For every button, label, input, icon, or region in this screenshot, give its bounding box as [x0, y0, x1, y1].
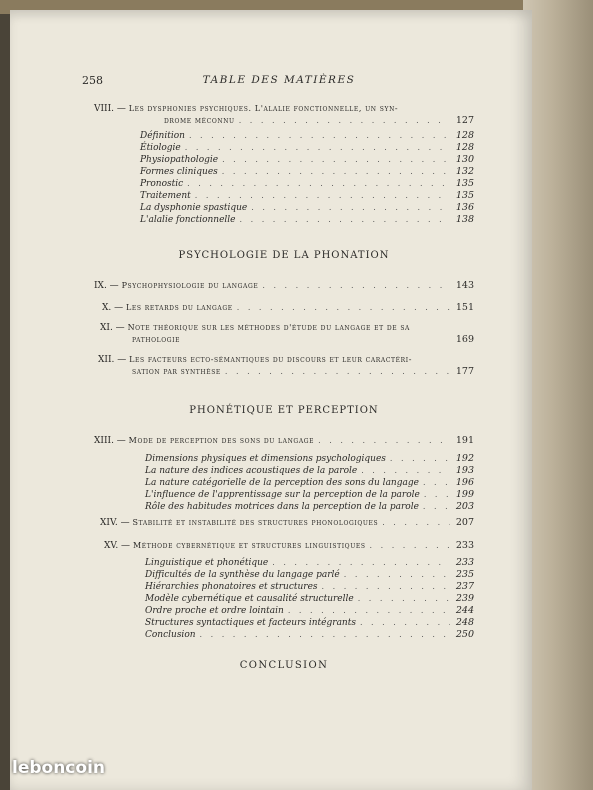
toc-subsection: [140, 178, 474, 190]
section-heading-2: PHONÉTIQUE ET PERCEPTION: [189, 405, 379, 416]
chapter-page: 151: [455, 302, 474, 313]
subsection-page: 250: [455, 629, 474, 640]
subsection-page: 138: [455, 214, 474, 225]
toc-subsection: [145, 593, 474, 605]
subsection-title: Difficultés de la synthèse du langage parlé: [145, 570, 340, 580]
toc-subsection: [145, 605, 474, 617]
subsection-title: L'influence de l'apprentissage sur la perception de la parole: [145, 490, 420, 500]
chapter-title-line2: drome méconnu: [164, 116, 235, 125]
toc-chapter-10: [94, 302, 474, 314]
toc-subsection: [140, 190, 474, 202]
subsection-page: 233: [455, 557, 474, 568]
toc-chapter-12: [94, 354, 474, 378]
subsection-title: Hiérarchies phonatoires et structures: [145, 582, 318, 592]
subsection-title: L'alalie fonctionnelle: [140, 215, 236, 225]
subsection-title: Dimensions physiques et dimensions psychologiques: [145, 454, 386, 464]
subsection-title: Définition: [140, 131, 185, 141]
toc-subsection: [145, 501, 474, 513]
subsection-page: 239: [455, 593, 474, 604]
subsection-title: La nature des indices acoustiques de la parole: [145, 466, 358, 476]
subsection-page: 132: [455, 166, 474, 177]
chapter-title: Méthode cybernétique et structures linguistiques: [132, 541, 366, 550]
chapter-number: XV. —: [104, 541, 131, 551]
toc-chapter-14: [94, 517, 474, 529]
subsection-title: Formes cliniques: [140, 167, 218, 177]
book-page-edges: [523, 0, 593, 790]
chapter-number: XI. —: [100, 323, 125, 333]
chapter-page: 143: [455, 280, 474, 291]
toc-chapter-11: [94, 322, 474, 346]
toc-subsection: [145, 617, 474, 629]
chapter-number: VIII. —: [94, 104, 126, 114]
subsection-title: Traitement: [140, 191, 191, 201]
subsection-page: 128: [455, 142, 474, 153]
subsection-title: Physiopathologie: [140, 155, 219, 165]
chapter-title: Stabilité et instabilité des structures phonologiques: [132, 518, 379, 527]
toc-subsection: [145, 453, 474, 465]
toc-subsection: [140, 154, 474, 166]
toc-subsection: [140, 214, 474, 226]
chapter-page: 233: [455, 540, 474, 551]
subsection-page: 196: [455, 477, 474, 488]
chapter-number: IX. —: [94, 281, 119, 291]
chapter-page: 169: [455, 334, 474, 345]
toc-chapter-9: [94, 280, 474, 292]
subsection-page: 199: [455, 489, 474, 500]
conclusion-heading: CONCLUSION: [239, 660, 329, 671]
subsection-page: 128: [455, 130, 474, 141]
toc-subsection: [145, 489, 474, 501]
chapter-title: Psychophysiologie du langage: [121, 281, 259, 290]
subsection-page: 130: [455, 154, 474, 165]
subsection-title: Conclusion: [145, 630, 196, 640]
toc-chapter-15: [94, 540, 474, 552]
toc-subsection: [140, 142, 474, 154]
toc-subsections-8: [140, 130, 474, 226]
toc-subsection: [145, 465, 474, 477]
subsection-page: 135: [455, 178, 474, 189]
subsection-title: Linguistique et phonétique: [145, 558, 269, 568]
toc-subsections-15: [145, 557, 474, 641]
subsection-page: 248: [455, 617, 474, 628]
chapter-number: XIV. —: [100, 518, 130, 528]
page-number: 258: [82, 74, 103, 87]
toc-subsection: [140, 202, 474, 214]
chapter-page: 207: [455, 517, 474, 528]
subsection-title: Pronostic: [140, 179, 184, 189]
chapter-title-line1: Les facteurs ecto-sémantiques du discours et leur caractéri-: [129, 355, 413, 364]
book-page: [10, 10, 532, 790]
chapter-title-line2: sation par synthèse: [132, 367, 221, 376]
toc-subsection: [145, 581, 474, 593]
chapter-number: XII. —: [98, 355, 127, 365]
toc-subsection: [145, 629, 474, 641]
page-title: TABLE DES MATIÈRES: [202, 74, 356, 86]
chapter-title-line1: Les dysphonies psychiques. L'alalie fonctionnelle, un syn-: [128, 104, 399, 113]
subsection-title: Étiologie: [140, 143, 181, 153]
chapter-title: Mode de perception des sons du langage: [128, 436, 315, 445]
toc-subsection: [145, 569, 474, 581]
subsection-page: 193: [455, 465, 474, 476]
chapter-page: 177: [455, 366, 474, 377]
subsection-page: 235: [455, 569, 474, 580]
subsection-page: 135: [455, 190, 474, 201]
subsection-title: Structures syntactiques et facteurs intégrants: [145, 618, 356, 628]
subsection-page: 244: [455, 605, 474, 616]
subsection-title: La nature catégorielle de la perception des sons du langage: [145, 478, 419, 488]
subsection-page: 203: [455, 501, 474, 512]
subsection-title: Ordre proche et ordre lointain: [145, 606, 284, 616]
toc-chapter-8: [94, 103, 474, 127]
chapter-title: Les retards du langage: [126, 303, 233, 312]
toc-subsection: [140, 166, 474, 178]
toc-subsection: [140, 130, 474, 142]
subsection-page: 237: [455, 581, 474, 592]
leboncoin-watermark: leboncoin: [12, 758, 105, 778]
subsection-title: La dysphonie spastique: [140, 203, 248, 213]
toc-chapter-13: [94, 435, 474, 447]
subsection-title: Modèle cybernétique et causalité structurelle: [145, 594, 354, 604]
chapter-number: XIII. —: [94, 436, 126, 446]
chapter-title-line2: pathologie: [132, 335, 181, 344]
toc-subsections-13: [145, 453, 474, 513]
subsection-page: 192: [455, 453, 474, 464]
chapter-page: 191: [455, 435, 474, 446]
chapter-title-line1: Note théorique sur les méthodes d'étude du langage et de sa: [127, 323, 410, 332]
chapter-number: X. —: [102, 303, 124, 313]
subsection-page: 136: [455, 202, 474, 213]
section-heading-1: PSYCHOLOGIE DE LA PHONATION: [178, 250, 390, 261]
subsection-title: Rôle des habitudes motrices dans la perception de la parole: [145, 502, 419, 512]
toc-subsection: [145, 477, 474, 489]
chapter-page: 127: [455, 115, 474, 126]
toc-subsection: [145, 557, 474, 569]
page-header: [82, 74, 476, 90]
